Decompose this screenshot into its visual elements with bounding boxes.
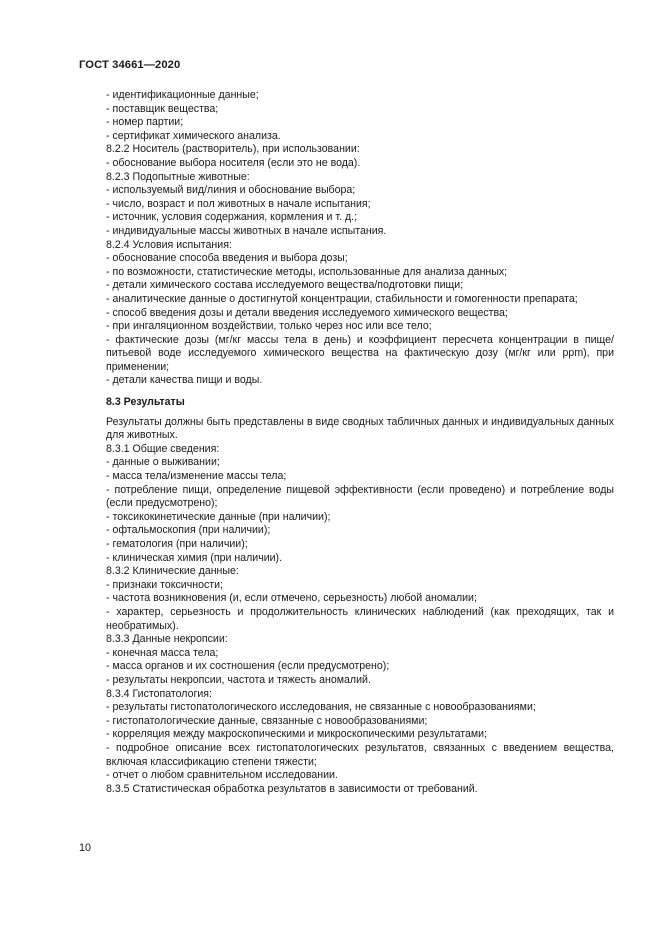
list-item: - сертификат химического анализа.	[106, 129, 281, 142]
subsection-heading: 8.3.5 Статистическая обработка результатов в зависимости от требований.	[106, 782, 478, 795]
subsection-heading: 8.3.1 Общие сведения:	[106, 442, 220, 455]
list-item: - способ введения дозы и детали введения исследуемого химического вещества;	[106, 306, 508, 319]
subsection-heading: 8.2.3 Подопытные животные:	[106, 170, 250, 183]
list-item: - офтальмоскопия (при наличии);	[106, 524, 271, 537]
list-item: - номер партии;	[106, 116, 184, 129]
list-item: - гистопатологические данные, связанные с новообразованиями;	[106, 714, 428, 727]
page-number: 10	[79, 842, 92, 854]
list-item: - гематология (при наличии);	[106, 538, 248, 550]
list-item: - отчет о любом сравнительном исследовании.	[106, 769, 338, 782]
subsection-heading: 8.3.2 Клинические данные:	[106, 565, 239, 578]
list-item: - поставщик вещества;	[106, 102, 219, 115]
list-item: - клиническая химия (при наличии).	[106, 551, 283, 564]
list-block-c	[89, 511, 614, 606]
list-item: - детали химического состава исследуемого вещества/подготовки пищи;	[106, 279, 464, 292]
list-block-e	[89, 769, 614, 796]
subsection-heading: 8.3.3 Данные некропсии:	[106, 633, 228, 646]
paragraph-clinical: - характер, серьезность и продолжительность клинических наблюдений (как преходящих, так и необратимых).	[106, 605, 614, 632]
list-item: - индивидуальные массы животных в начале испытания.	[106, 224, 387, 237]
list-item: - результаты некропсии, частота и тяжесть аномалий.	[106, 673, 371, 686]
paragraph-results: Результаты должны быть представлены в виде сводных табличных данных и индивидуальных данных для животных.	[106, 415, 614, 442]
paragraph-histopathology: - подробное описание всех гистопатологических результатов, связанных с введением вещества, включая классификацию степени тяжести;	[106, 741, 614, 768]
list-item: - детали качества пищи и воды.	[106, 374, 263, 387]
list-block-d	[89, 633, 614, 742]
document-code: ГОСТ 34661—2020	[79, 59, 181, 71]
list-item: - обоснование способа введения и выбора дозы;	[106, 252, 348, 265]
list-item: - масса тела/изменение массы тела;	[106, 470, 287, 483]
list-item: - используемый вид/линия и обоснование выбора;	[106, 184, 356, 197]
list-item: - признаки токсичности;	[106, 578, 223, 591]
list-item: - по возможности, статистические методы, использованные для анализа данных;	[106, 265, 508, 278]
list-item: - токсикокинетические данные (при наличии);	[106, 510, 331, 523]
list-item: - корреляция между макроскопическими и микроскопическими результатами;	[106, 728, 488, 741]
list-item: - при ингаляционном воздействии, только через нос или все тело;	[106, 320, 432, 333]
list-item: - аналитические данные о достигнутой концентрации, стабильности и гомогенности препарата;	[106, 292, 578, 305]
paragraph-consumption: - потребление пищи, определение пищевой эффективности (если проведено) и потребление воды (если предусмотрено);	[106, 483, 614, 510]
list-item: - данные о выживании;	[106, 456, 220, 469]
document-body	[89, 89, 614, 796]
subsection-heading: 8.2.4 Условия испытания:	[106, 238, 232, 251]
list-item: - источник, условия содержания, кормления и т. д.;	[106, 211, 358, 224]
list-item: - число, возраст и пол животных в начале испытания;	[106, 197, 371, 210]
list-item: - масса органов и их состношения (если предусмотрено);	[106, 660, 390, 673]
list-item: - результаты гистопатологического исследования, не связанные с новообразованиями;	[106, 701, 536, 714]
list-item: - конечная масса тела;	[106, 646, 219, 659]
list-item: - частота возникновения (и, если отмечено, серьезность) любой аномалии;	[106, 592, 477, 605]
list-item: - обоснование выбора носителя (если это не вода).	[106, 156, 361, 169]
list-item: - идентификационные данные;	[106, 89, 259, 101]
paragraph-intake: - фактические дозы (мг/кг массы тела в день) и коэффициент пересчета концентрации в пище/питьевой воде исследуемого химического вещества на фактическую дозу (мг/кг или ppm), при применении;	[106, 333, 614, 373]
list-block-b	[89, 443, 614, 484]
section-heading: 8.3 Результаты	[106, 396, 185, 409]
subsection-heading: 8.3.4 Гистопатология:	[106, 687, 212, 700]
subsection-heading: 8.2.2 Носитель (растворитель), при использовании:	[106, 143, 360, 156]
list-block-a	[89, 89, 614, 334]
